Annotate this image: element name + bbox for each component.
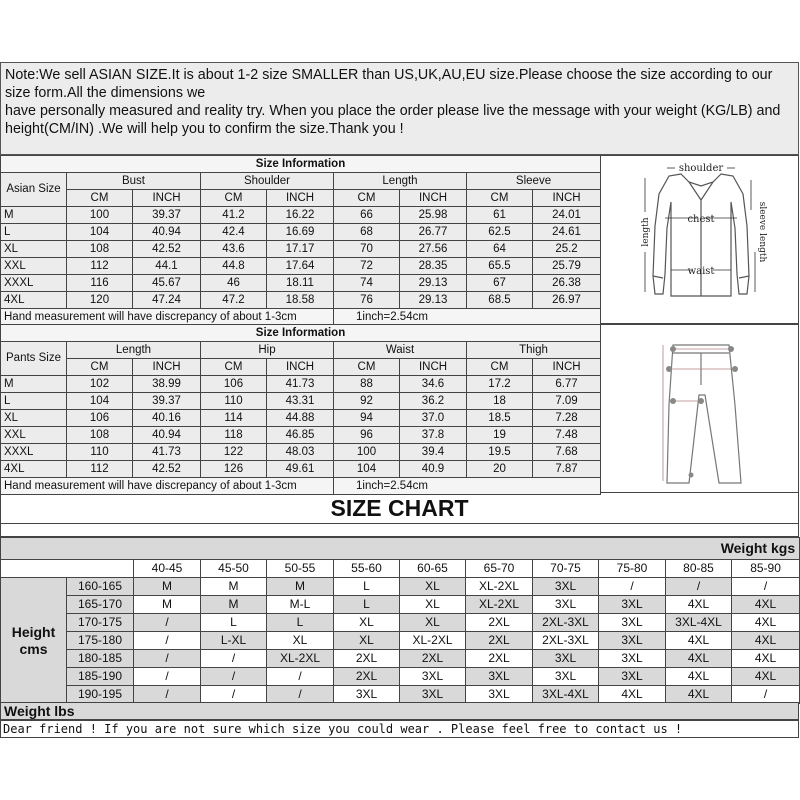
pants-cell: 37.0 bbox=[400, 410, 467, 427]
pants-cell: 7.28 bbox=[533, 410, 601, 427]
pants-cell: 40.94 bbox=[133, 427, 201, 444]
pants-size-label: XL bbox=[1, 410, 67, 427]
unit-inch: INCH bbox=[267, 190, 334, 207]
size-cell: 4XL bbox=[732, 632, 800, 650]
pants-group-hip: Hip bbox=[201, 342, 334, 359]
shirt-cell: 29.13 bbox=[400, 275, 467, 292]
pants-size-label: M bbox=[1, 376, 67, 393]
size-cell: 3XL bbox=[599, 632, 666, 650]
unit-inch: INCH bbox=[400, 190, 467, 207]
size-cell: 3XL bbox=[533, 578, 599, 596]
size-note bbox=[0, 62, 799, 155]
unit-inch: INCH bbox=[267, 359, 334, 376]
shirt-cell: 16.69 bbox=[267, 224, 334, 241]
size-cell: / bbox=[732, 578, 800, 596]
height-row bbox=[1, 686, 800, 704]
pants-cell: 41.73 bbox=[133, 444, 201, 461]
pants-cell: 41.73 bbox=[267, 376, 334, 393]
height-row bbox=[1, 614, 800, 632]
unit-cm: CM bbox=[334, 359, 400, 376]
pants-cell: 112 bbox=[67, 461, 133, 478]
size-cell: 3XL bbox=[533, 596, 599, 614]
shirt-cell: 100 bbox=[67, 207, 133, 224]
shirt-icon bbox=[601, 156, 798, 323]
pants-cell: 40.16 bbox=[133, 410, 201, 427]
size-chart-title: SIZE CHART bbox=[0, 493, 799, 523]
shirt-cell: 44.8 bbox=[201, 258, 267, 275]
pants-cell: 38.99 bbox=[133, 376, 201, 393]
pants-cell: 126 bbox=[201, 461, 267, 478]
shirt-measurement-diagram bbox=[600, 155, 799, 324]
pants-cell: 46.85 bbox=[267, 427, 334, 444]
shirt-cell: 40.94 bbox=[133, 224, 201, 241]
weight-range-header: 75-80 bbox=[599, 560, 666, 578]
weight-range-header: 80-85 bbox=[666, 560, 732, 578]
weight-range-header: 40-45 bbox=[134, 560, 201, 578]
unit-inch: INCH bbox=[400, 359, 467, 376]
height-range: 165-170 bbox=[67, 596, 134, 614]
pants-table-caption: Size Information bbox=[1, 325, 601, 342]
shirt-cell: 25.98 bbox=[400, 207, 467, 224]
shirt-group-sleeve: Sleeve bbox=[467, 173, 601, 190]
pants-footer-note: Hand measurement will have discrepancy of about 1-3cm bbox=[1, 478, 334, 495]
pants-cell: 88 bbox=[334, 376, 400, 393]
weight-lbs-label: Weight lbs bbox=[0, 702, 799, 720]
pants-cell: 100 bbox=[334, 444, 400, 461]
height-row bbox=[1, 668, 800, 686]
pants-cell: 92 bbox=[334, 393, 400, 410]
size-cell: 4XL bbox=[732, 596, 800, 614]
weight-range-header: 70-75 bbox=[533, 560, 599, 578]
size-cell: 4XL bbox=[732, 668, 800, 686]
pants-size-label: XXL bbox=[1, 427, 67, 444]
shirt-row bbox=[1, 241, 601, 258]
shirt-cell: 26.97 bbox=[533, 292, 601, 309]
shirt-cell: 65.5 bbox=[467, 258, 533, 275]
pants-size-label: L bbox=[1, 393, 67, 410]
pants-cell: 106 bbox=[201, 376, 267, 393]
size-cell: / bbox=[201, 650, 267, 668]
pants-row bbox=[1, 393, 601, 410]
weight-height-chart bbox=[0, 537, 800, 704]
pants-row bbox=[1, 410, 601, 427]
shirt-row bbox=[1, 275, 601, 292]
weight-range-header: 60-65 bbox=[400, 560, 466, 578]
pants-footer-conversion: 1inch=2.54cm bbox=[334, 478, 601, 495]
size-cell: M-L bbox=[267, 596, 334, 614]
weight-kgs-header: Weight kgs bbox=[1, 538, 800, 560]
shirt-cell: 112 bbox=[67, 258, 133, 275]
height-cms-header: Height cms bbox=[1, 578, 67, 704]
size-cell: / bbox=[201, 686, 267, 704]
pants-measurement-diagram bbox=[600, 324, 799, 493]
size-cell: 2XL bbox=[466, 614, 533, 632]
diagram-label-chest: chest bbox=[687, 214, 715, 225]
size-cell: 4XL bbox=[732, 614, 800, 632]
pants-cell: 49.61 bbox=[267, 461, 334, 478]
shirt-cell: 62.5 bbox=[467, 224, 533, 241]
height-range: 175-180 bbox=[67, 632, 134, 650]
size-cell: XL-2XL bbox=[466, 596, 533, 614]
pants-cell: 7.48 bbox=[533, 427, 601, 444]
pants-cell: 43.31 bbox=[267, 393, 334, 410]
pants-cell: 44.88 bbox=[267, 410, 334, 427]
pants-cell: 7.09 bbox=[533, 393, 601, 410]
unit-cm: CM bbox=[334, 190, 400, 207]
shirt-size-label: L bbox=[1, 224, 67, 241]
pants-row bbox=[1, 376, 601, 393]
shirt-cell: 26.38 bbox=[533, 275, 601, 292]
pants-cell: 37.8 bbox=[400, 427, 467, 444]
pants-cell: 39.4 bbox=[400, 444, 467, 461]
shirt-cell: 104 bbox=[67, 224, 133, 241]
pants-cell: 34.6 bbox=[400, 376, 467, 393]
pants-cell: 19.5 bbox=[467, 444, 533, 461]
unit-cm: CM bbox=[67, 190, 133, 207]
pants-cell: 108 bbox=[67, 427, 133, 444]
size-cell: XL bbox=[334, 614, 400, 632]
shirt-cell: 74 bbox=[334, 275, 400, 292]
size-cell: / bbox=[201, 668, 267, 686]
shirt-row bbox=[1, 224, 601, 241]
size-cell: / bbox=[732, 686, 800, 704]
pants-cell: 18.5 bbox=[467, 410, 533, 427]
height-row bbox=[1, 578, 800, 596]
size-cell: XL bbox=[334, 632, 400, 650]
shirt-cell: 45.67 bbox=[133, 275, 201, 292]
size-cell: 2XL-3XL bbox=[533, 614, 599, 632]
size-cell: / bbox=[134, 668, 201, 686]
pants-cell: 36.2 bbox=[400, 393, 467, 410]
shirt-cell: 47.24 bbox=[133, 292, 201, 309]
size-cell: 3XL bbox=[466, 668, 533, 686]
height-range: 170-175 bbox=[67, 614, 134, 632]
size-cell: XL-2XL bbox=[267, 650, 334, 668]
shirt-cell: 17.17 bbox=[267, 241, 334, 258]
shirt-cell: 42.4 bbox=[201, 224, 267, 241]
size-cell: 4XL bbox=[599, 686, 666, 704]
size-cell: XL-2XL bbox=[400, 632, 466, 650]
shirt-size-label: M bbox=[1, 207, 67, 224]
note-line-2: have personally measured and reality try. When you place the order please live the message with your weight (KG/LB) and height(CM/IN) .We will help you to confirm the size.Thank you ! bbox=[5, 103, 781, 137]
pants-row bbox=[1, 461, 601, 478]
size-cell: 4XL bbox=[666, 668, 732, 686]
shirt-cell: 41.2 bbox=[201, 207, 267, 224]
size-cell: L bbox=[334, 578, 400, 596]
size-cell: 2XL bbox=[334, 650, 400, 668]
size-cell: 3XL bbox=[533, 650, 599, 668]
shirt-table-caption: Size Information bbox=[1, 156, 601, 173]
size-cell: 4XL bbox=[666, 686, 732, 704]
shirt-cell: 24.01 bbox=[533, 207, 601, 224]
pants-cell: 118 bbox=[201, 427, 267, 444]
size-cell: 2XL bbox=[334, 668, 400, 686]
shirt-cell: 76 bbox=[334, 292, 400, 309]
shirt-cell: 44.1 bbox=[133, 258, 201, 275]
shirt-cell: 108 bbox=[67, 241, 133, 258]
size-cell: 3XL bbox=[400, 686, 466, 704]
pants-cell: 17.2 bbox=[467, 376, 533, 393]
weight-range-row bbox=[1, 560, 800, 578]
pants-icon bbox=[601, 325, 798, 492]
size-cell: 3XL-4XL bbox=[533, 686, 599, 704]
pants-size-table bbox=[0, 324, 601, 495]
shirt-group-length: Length bbox=[334, 173, 467, 190]
pants-row-header: Pants Size bbox=[1, 342, 67, 376]
weight-range-header: 55-60 bbox=[334, 560, 400, 578]
size-cell: XL bbox=[400, 596, 466, 614]
shirt-cell: 68 bbox=[334, 224, 400, 241]
size-cell: 4XL bbox=[732, 650, 800, 668]
weight-range-header: 50-55 bbox=[267, 560, 334, 578]
unit-cm: CM bbox=[467, 359, 533, 376]
shirt-cell: 120 bbox=[67, 292, 133, 309]
pants-cell: 42.52 bbox=[133, 461, 201, 478]
shirt-cell: 28.35 bbox=[400, 258, 467, 275]
pants-row bbox=[1, 427, 601, 444]
shirt-cell: 72 bbox=[334, 258, 400, 275]
shirt-cell: 29.13 bbox=[400, 292, 467, 309]
pants-cell: 104 bbox=[334, 461, 400, 478]
pants-cell: 20 bbox=[467, 461, 533, 478]
shirt-cell: 66 bbox=[334, 207, 400, 224]
size-cell: M bbox=[267, 578, 334, 596]
size-cell: 3XL bbox=[400, 668, 466, 686]
shirt-cell: 70 bbox=[334, 241, 400, 258]
shirt-cell: 47.2 bbox=[201, 292, 267, 309]
shirt-cell: 17.64 bbox=[267, 258, 334, 275]
shirt-cell: 18.58 bbox=[267, 292, 334, 309]
height-range: 190-195 bbox=[67, 686, 134, 704]
size-cell: / bbox=[134, 632, 201, 650]
shirt-size-label: XXL bbox=[1, 258, 67, 275]
size-cell: 3XL bbox=[599, 668, 666, 686]
weight-range-header: 45-50 bbox=[201, 560, 267, 578]
size-cell: XL bbox=[267, 632, 334, 650]
unit-cm: CM bbox=[467, 190, 533, 207]
pants-cell: 40.9 bbox=[400, 461, 467, 478]
pants-cell: 96 bbox=[334, 427, 400, 444]
pants-size-label: 4XL bbox=[1, 461, 67, 478]
shirt-cell: 18.11 bbox=[267, 275, 334, 292]
pants-cell: 114 bbox=[201, 410, 267, 427]
pants-cell: 6.77 bbox=[533, 376, 601, 393]
unit-cm: CM bbox=[201, 190, 267, 207]
size-cell: 3XL bbox=[599, 650, 666, 668]
size-cell: / bbox=[599, 578, 666, 596]
shirt-size-label: XL bbox=[1, 241, 67, 258]
size-cell: L bbox=[201, 614, 267, 632]
pants-cell: 122 bbox=[201, 444, 267, 461]
spacer-row bbox=[0, 523, 799, 537]
size-cell: 4XL bbox=[666, 632, 732, 650]
shirt-group-bust: Bust bbox=[67, 173, 201, 190]
pants-cell: 102 bbox=[67, 376, 133, 393]
size-cell: / bbox=[267, 668, 334, 686]
pants-cell: 110 bbox=[201, 393, 267, 410]
shirt-footer-note: Hand measurement will have discrepancy of about 1-3cm bbox=[1, 309, 334, 326]
size-cell: 4XL bbox=[666, 596, 732, 614]
shirt-cell: 61 bbox=[467, 207, 533, 224]
shirt-size-label: 4XL bbox=[1, 292, 67, 309]
shirt-cell: 27.56 bbox=[400, 241, 467, 258]
shirt-row bbox=[1, 258, 601, 275]
size-cell: / bbox=[134, 650, 201, 668]
diagram-label-waist: waist bbox=[687, 266, 715, 277]
height-row bbox=[1, 596, 800, 614]
size-cell: 3XL bbox=[599, 614, 666, 632]
size-cell: / bbox=[134, 614, 201, 632]
pants-cell: 110 bbox=[67, 444, 133, 461]
size-cell: 3XL bbox=[533, 668, 599, 686]
shirt-group-shoulder: Shoulder bbox=[201, 173, 334, 190]
pants-cell: 7.68 bbox=[533, 444, 601, 461]
size-cell: 2XL-3XL bbox=[533, 632, 599, 650]
shirt-row bbox=[1, 207, 601, 224]
height-range: 160-165 bbox=[67, 578, 134, 596]
shirt-size-label: XXXL bbox=[1, 275, 67, 292]
shirt-cell: 46 bbox=[201, 275, 267, 292]
pants-cell: 18 bbox=[467, 393, 533, 410]
size-cell: M bbox=[134, 578, 201, 596]
shirt-cell: 39.37 bbox=[133, 207, 201, 224]
shirt-cell: 16.22 bbox=[267, 207, 334, 224]
shirt-size-table bbox=[0, 155, 601, 326]
pants-cell: 94 bbox=[334, 410, 400, 427]
shirt-cell: 64 bbox=[467, 241, 533, 258]
shirt-cell: 43.6 bbox=[201, 241, 267, 258]
shirt-cell: 25.2 bbox=[533, 241, 601, 258]
unit-cm: CM bbox=[201, 359, 267, 376]
shirt-cell: 42.52 bbox=[133, 241, 201, 258]
height-range: 180-185 bbox=[67, 650, 134, 668]
shirt-cell: 24.61 bbox=[533, 224, 601, 241]
pants-row bbox=[1, 444, 601, 461]
size-cell: / bbox=[267, 686, 334, 704]
shirt-row-header: Asian Size bbox=[1, 173, 67, 207]
size-cell: M bbox=[201, 596, 267, 614]
unit-inch: INCH bbox=[133, 359, 201, 376]
unit-cm: CM bbox=[67, 359, 133, 376]
size-cell: / bbox=[666, 578, 732, 596]
size-cell: 2XL bbox=[466, 650, 533, 668]
pants-group-length: Length bbox=[67, 342, 201, 359]
shirt-row bbox=[1, 292, 601, 309]
shirt-footer-conversion: 1inch=2.54cm bbox=[334, 309, 601, 326]
pants-cell: 7.87 bbox=[533, 461, 601, 478]
pants-cell: 104 bbox=[67, 393, 133, 410]
size-cell: L-XL bbox=[201, 632, 267, 650]
height-row bbox=[1, 650, 800, 668]
corner-cell bbox=[1, 560, 134, 578]
diagram-label-shoulder: shoulder bbox=[678, 163, 724, 174]
pants-cell: 39.37 bbox=[133, 393, 201, 410]
pants-cell: 48.03 bbox=[267, 444, 334, 461]
size-cell: M bbox=[201, 578, 267, 596]
size-cell: 2XL bbox=[400, 650, 466, 668]
note-line-1: Note:We sell ASIAN SIZE.It is about 1-2 size SMALLER than US,UK,AU,EU size.Please choose the size according to our size form.All the dimensions we bbox=[5, 67, 773, 101]
pants-group-thigh: Thigh bbox=[467, 342, 601, 359]
shirt-cell: 116 bbox=[67, 275, 133, 292]
unit-inch: INCH bbox=[133, 190, 201, 207]
shirt-cell: 68.5 bbox=[467, 292, 533, 309]
size-cell: 3XL bbox=[334, 686, 400, 704]
diagram-label-length: length bbox=[641, 217, 651, 247]
pants-group-waist: Waist bbox=[334, 342, 467, 359]
size-cell: 2XL bbox=[466, 632, 533, 650]
weight-range-header: 65-70 bbox=[466, 560, 533, 578]
size-cell: / bbox=[134, 686, 201, 704]
unit-inch: INCH bbox=[533, 190, 601, 207]
size-cell: XL bbox=[400, 614, 466, 632]
diagram-label-sleeve: sleeve length bbox=[757, 201, 767, 263]
size-cell: 3XL-4XL bbox=[666, 614, 732, 632]
size-cell: L bbox=[267, 614, 334, 632]
unit-inch: INCH bbox=[533, 359, 601, 376]
height-row bbox=[1, 632, 800, 650]
shirt-cell: 67 bbox=[467, 275, 533, 292]
shirt-cell: 26.77 bbox=[400, 224, 467, 241]
contact-message: Dear friend ! If you are not sure which size you could wear . Please feel free to contact us ! bbox=[0, 720, 799, 738]
size-cell: XL-2XL bbox=[466, 578, 533, 596]
pants-cell: 106 bbox=[67, 410, 133, 427]
size-cell: 3XL bbox=[599, 596, 666, 614]
size-cell: XL bbox=[400, 578, 466, 596]
height-range: 185-190 bbox=[67, 668, 134, 686]
size-cell: 4XL bbox=[666, 650, 732, 668]
weight-range-header: 85-90 bbox=[732, 560, 800, 578]
size-cell: 3XL bbox=[466, 686, 533, 704]
shirt-cell: 25.79 bbox=[533, 258, 601, 275]
size-cell: L bbox=[334, 596, 400, 614]
size-cell: M bbox=[134, 596, 201, 614]
pants-size-label: XXXL bbox=[1, 444, 67, 461]
pants-cell: 19 bbox=[467, 427, 533, 444]
